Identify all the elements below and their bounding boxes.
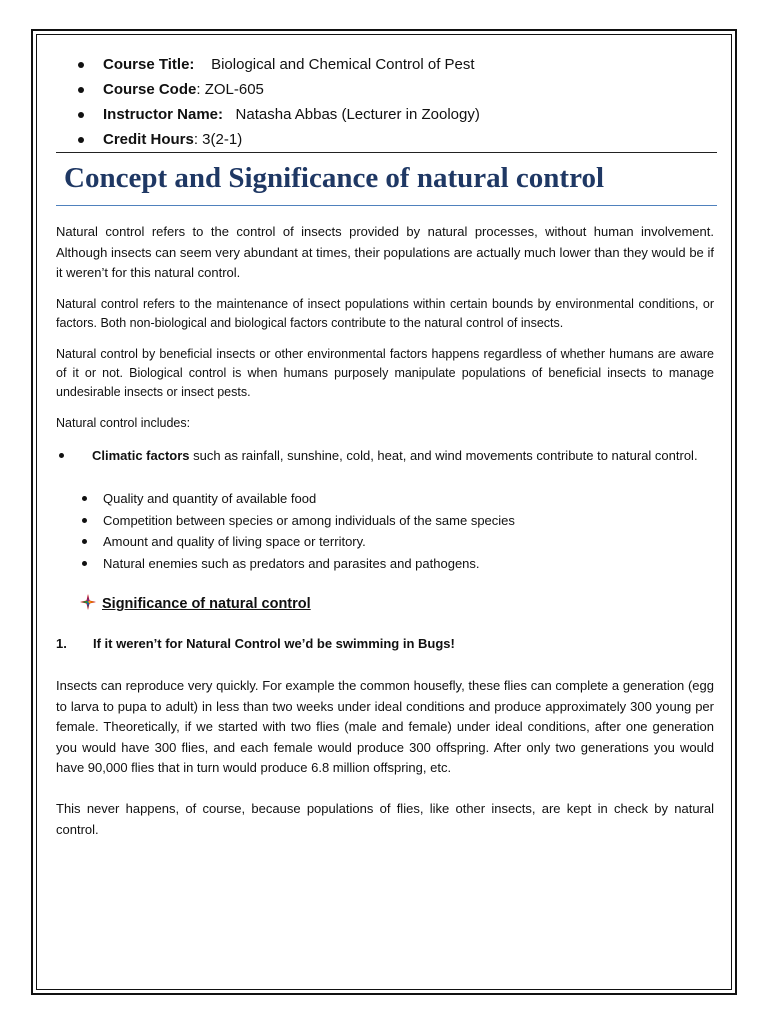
- bullet-icon: [78, 62, 84, 68]
- four-point-star-icon: [80, 594, 96, 610]
- bullet-icon: [78, 112, 84, 118]
- bullet-icon: [78, 137, 84, 143]
- credit-hours-item: [78, 127, 480, 152]
- paragraph-1: Natural control refers to the control of insects provided by natural processes, without human involvement. Although insects can seem very abundant at times, their populations are actually much lower than they would be if it weren’t for this natural control.: [56, 224, 714, 280]
- paragraph-3: Natural control by beneficial insects or other environmental factors happens regardless of whether humans are aware of it or not. Biological control is when humans purposely manipulate populations of beneficial insects to manage undesirable insects or insect pests.: [56, 347, 714, 399]
- credit-hours-label: Credit Hours: [103, 131, 194, 148]
- course-title-label: Course Title:: [103, 56, 195, 73]
- course-code-value: : ZOL-605: [196, 81, 264, 98]
- significance-heading-text: Significance of natural control: [102, 596, 311, 612]
- paragraph-6: This never happens, of course, because populations of flies, like other insects, are kept in check by natural control.: [56, 801, 714, 837]
- header-separator: [56, 152, 717, 153]
- list-item: Amount and quality of living space or territory.: [80, 531, 515, 553]
- bullet-icon: [59, 453, 64, 458]
- bullet-icon: [82, 561, 87, 566]
- instructor-item: [78, 102, 480, 127]
- climatic-factors-text: such as rainfall, sunshine, cold, heat, and wind movements contribute to natural control.: [189, 448, 698, 463]
- course-code-label: Course Code: [103, 81, 197, 98]
- climatic-factors-item: [56, 446, 714, 467]
- significance-heading: [80, 594, 311, 612]
- bullet-icon: [82, 539, 87, 544]
- list-item: Quality and quantity of available food: [80, 488, 515, 510]
- credit-hours-value: : 3(2-1): [193, 131, 243, 148]
- instructor-value: Natasha Abbas (Lecturer in Zoology): [235, 106, 480, 123]
- numbered-heading-1: [56, 636, 455, 651]
- page-title: Concept and Significance of natural control: [64, 162, 604, 194]
- course-code-item: [78, 77, 480, 102]
- natural-control-list: [80, 488, 515, 574]
- instructor-label: Instructor Name:: [103, 106, 224, 123]
- bullet-icon: [82, 496, 87, 501]
- course-info-list: [78, 52, 480, 152]
- list-item: Natural enemies such as predators and parasites and pathogens.: [80, 553, 515, 575]
- list-item: Competition between species or among individuals of the same species: [80, 510, 515, 532]
- number-label: 1.: [56, 636, 67, 651]
- numbered-heading-text: If it weren’t for Natural Control we’d be swimming in Bugs!: [93, 636, 455, 651]
- bullet-icon: [78, 87, 84, 93]
- course-title-item: [78, 52, 480, 77]
- course-title-value: Biological and Chemical Control of Pest: [211, 56, 475, 73]
- paragraph-5: Insects can reproduce very quickly. For example the common housefly, these flies can complete a generation (egg to larva to pupa to adult) in less than two weeks under ideal conditions and produce approximately 300 young per female. Theoretically, if we started with two flies (male and female) under ideal conditions, after one generation you would have 300 flies, and each female would produce 300 offspring. After only two generations you would have 90,000 flies that in turn would produce 6.8 million offspring, etc.: [56, 678, 714, 775]
- climatic-factors-label: Climatic factors: [92, 448, 190, 463]
- bullet-icon: [82, 518, 87, 523]
- paragraph-4: Natural control includes:: [56, 416, 191, 430]
- title-underline: [56, 205, 717, 206]
- paragraph-2: Natural control refers to the maintenance of insect populations within certain bounds by environmental conditions, or factors. Both non-biological and biological factors contribute to the natural control of insects.: [56, 297, 714, 330]
